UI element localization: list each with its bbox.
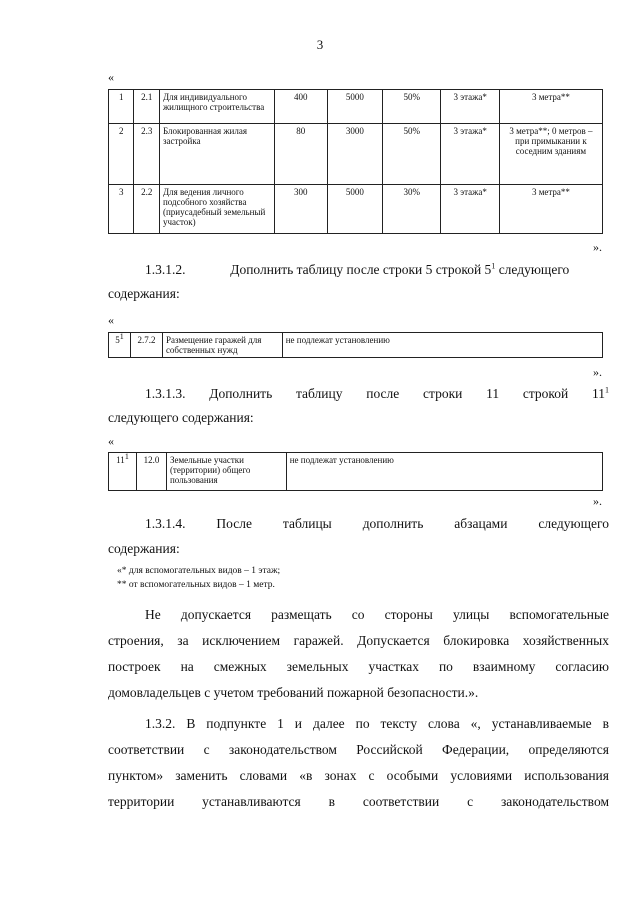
row-code: 2.7.2 <box>130 333 162 358</box>
para-1312-text-tail: следующего <box>495 262 570 277</box>
word: абзацами <box>454 516 508 531</box>
row-min-area: 400 <box>274 90 327 124</box>
row-max-area: 5000 <box>327 90 382 124</box>
table-row-5-1 <box>108 332 603 358</box>
para-1312-text: Дополнить таблицу после строки 5 строкой 5 <box>230 262 492 277</box>
row-number: 1 <box>109 90 134 124</box>
row-code: 2.1 <box>134 90 159 124</box>
row-setback: 3 метра** <box>499 90 602 124</box>
table-row <box>109 90 603 124</box>
note-floors: «* для вспомогательных видов – 1 этаж; <box>117 566 281 576</box>
word: дополнить <box>362 516 424 531</box>
para-1312-line2: содержания: <box>108 286 180 301</box>
para-132-line4: территории устанавливаются в соответствии с законодательством <box>108 794 609 809</box>
para-132-line2: соответствии с законодательством Российской Федерации, определяются <box>108 742 609 757</box>
quote-close-2: ». <box>593 365 602 379</box>
row-min-area: 80 <box>274 124 327 185</box>
row-name: Блокированная жилая застройка <box>159 124 274 185</box>
row-number: 3 <box>109 185 134 234</box>
row-coverage: 50% <box>383 124 441 185</box>
para-main-line4: домовладельцев с учетом требований пожарной безопасности.». <box>108 685 479 700</box>
row-number: $11^1$ <box>109 453 137 491</box>
table-zones <box>108 89 603 234</box>
para-1312-line1 <box>145 258 609 281</box>
row-code: 12.0 <box>136 453 166 491</box>
quote-open-2: « <box>108 313 114 327</box>
word: 11 <box>486 386 500 401</box>
para-1312-number: 1.3.1.2. <box>145 262 186 277</box>
row-coverage: 30% <box>383 185 441 234</box>
table-row <box>109 124 603 185</box>
row-floors: 3 этажа* <box>441 90 499 124</box>
para-1313-line2: следующего содержания: <box>108 410 254 425</box>
para-main-line2: строения, за исключением гаражей. Допускается блокировка хозяйственных <box>108 633 609 648</box>
table-row <box>109 453 603 491</box>
word: таблицы <box>282 516 332 531</box>
para-1314-line2: содержания: <box>108 541 180 556</box>
word: строкой <box>522 386 569 401</box>
para-1313-last: $11^1$ <box>591 385 609 401</box>
row-value: не подлежат установлению <box>282 333 602 358</box>
row-floors: 3 этажа* <box>441 124 499 185</box>
para-1314-line1 <box>145 512 609 535</box>
row-code: 2.3 <box>134 124 159 185</box>
row-max-area: 5000 <box>327 185 382 234</box>
para-main-line3: построек на смежных земельных участках по взаимному согласию <box>108 659 609 674</box>
para-main-line1: Не допускается размещать со стороны улицы вспомогательные <box>145 607 609 622</box>
row-max-area: 3000 <box>327 124 382 185</box>
row-name: Для индивидуального жилищного строительства <box>159 90 274 124</box>
table-row <box>109 333 603 358</box>
row-code: 2.2 <box>134 185 159 234</box>
word: строки <box>423 386 463 401</box>
para-1314-number: 1.3.1.4. <box>145 516 186 531</box>
quote-open-1: « <box>108 70 114 84</box>
para-1313-number: 1.3.1.3. <box>145 386 186 401</box>
page-number: 3 <box>316 37 324 52</box>
quote-open-3: « <box>108 434 114 448</box>
word: таблицу <box>295 386 343 401</box>
para-132-line1: 1.3.2. В подпункте 1 и далее по тексту слова «, устанавливаемые в <box>145 716 609 731</box>
row-name: Земельные участки (территории) общего пользования <box>166 453 286 491</box>
para-1313-line1 <box>145 382 609 405</box>
row-name: Размещение гаражей для собственных нужд <box>162 333 282 358</box>
quote-close-1: ». <box>593 240 602 254</box>
row-min-area: 300 <box>274 185 327 234</box>
note-setback: ** от вспомогательных видов – 1 метр. <box>117 580 275 590</box>
row-coverage: 50% <box>383 90 441 124</box>
para-132-line3: пунктом» заменить словами «в зонах с особыми условиями использования <box>108 768 609 783</box>
word: Дополнить <box>209 386 273 401</box>
word: После <box>216 516 252 531</box>
word: следующего <box>538 516 609 531</box>
quote-close-3: ». <box>593 494 602 508</box>
row-number: 2 <box>109 124 134 185</box>
table-row-11-1 <box>108 452 603 491</box>
word: после <box>366 386 400 401</box>
row-name: Для ведения личного подсобного хозяйства (приусадебный земельный участок) <box>159 185 274 234</box>
para-1312-sup: 1 <box>491 261 496 271</box>
row-value: не подлежат установлению <box>286 453 602 491</box>
row-setback: 3 метра**; 0 метров – при примыкании к соседним зданиям <box>499 124 602 185</box>
row-number: $5^1$ <box>109 333 131 358</box>
row-floors: 3 этажа* <box>441 185 499 234</box>
row-setback: 3 метра** <box>499 185 602 234</box>
table-row <box>109 185 603 234</box>
